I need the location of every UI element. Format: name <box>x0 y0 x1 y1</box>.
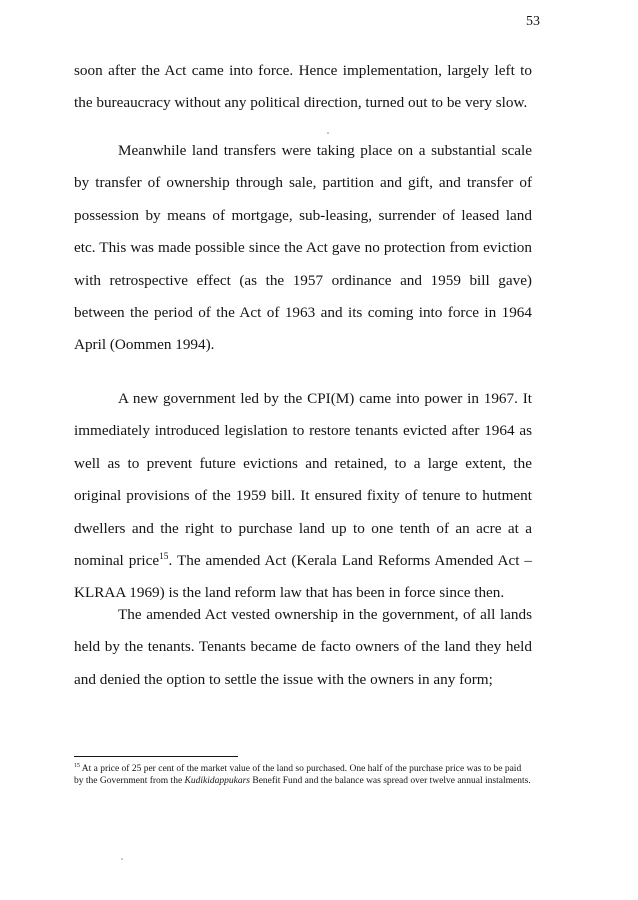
footnote-text-end: Benefit Fund and the balance was spread over twelve annual instalments. <box>250 776 531 786</box>
page-number: 53 <box>526 14 540 29</box>
paragraph-2: Meanwhile land transfers were taking place on a substantial scale by transfer of ownership through sale, partition and gift, and transfer of possession by means of mortgage, sub-leasing, surrender of leased land etc. This was made possible since the Act gave no protection from eviction with retrospective effect (as the 1957 ordinance and 1959 bill gave) between the period of the Act of 1963 and its coming into force in 1964 April (Oommen 1994). <box>74 142 532 354</box>
footnote-fund-name: Kudikidappukars <box>184 776 250 786</box>
paragraph-3-text-before-note: A new government led by the CPI(M) came into power in 1967. It immediately introduced legislation to restore tenants evicted after 1964 as well as to prevent future evictions and retained, to a large extent, the original provisions of the 1959 bill. It ensured fixity of tenure to hutment dwellers and the right to purchase land up to one tenth of an acre at a nominal price <box>74 390 532 570</box>
scan-speck <box>121 858 123 860</box>
scan-speck <box>327 132 329 134</box>
footnote-separator <box>74 756 238 757</box>
footnote-reference-15: 15 <box>159 551 169 562</box>
paragraph-3 <box>74 383 532 610</box>
footnote-text-start: At a price of 25 per cent of the market value of the land so purchased. One half of the purchase price was to be paid by the Government from the <box>74 764 522 786</box>
paragraph-4: The amended Act vested ownership in the government, of all lands held by the tenants. Tenants became de facto owners of the land they held and denied the option to settle the issue with the owners in any form; <box>74 606 532 688</box>
footnote-marker: 15 <box>74 762 80 769</box>
paragraph-1: soon after the Act came into force. Hence implementation, largely left to the bureaucracy without any political direction, turned out to be very slow. <box>74 62 532 112</box>
footnote-15 <box>74 763 532 787</box>
paragraph-3-text-after-note: . The amended Act (Kerala Land Reforms Amended Act – KLRAA 1969) is the land reform law that has been in force since then. <box>74 552 532 602</box>
